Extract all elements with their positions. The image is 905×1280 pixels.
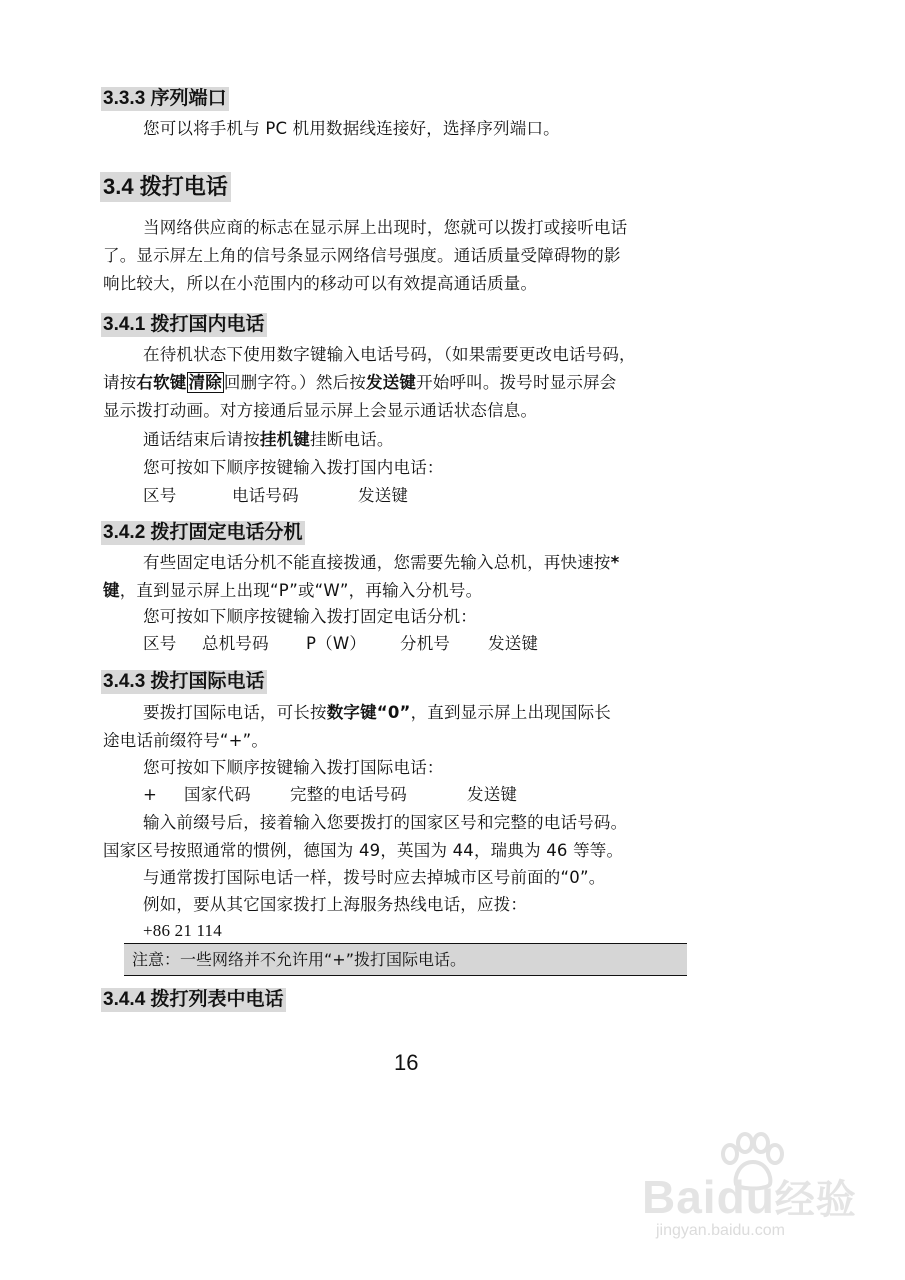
note-box [124,943,687,976]
paragraph-line: 您可按如下顺序按键输入拨打国际电话： [143,758,444,777]
paragraph-line: 与通常拨打国际电话一样，拨号时应去掉城市区号前面的“0”。 [143,868,606,887]
section-heading-3-4-2: 3.4.2 拨打固定电话分机 [103,522,303,543]
example-number: +86 21 114 [143,921,222,940]
paragraph-line [143,551,619,575]
paragraph-line: 例如，要从其它国家拨打上海服务热线电话，应拨： [143,895,528,914]
paragraph-line [143,701,611,725]
section-heading-3-3-3: 3.3.3 序列端口 [103,88,227,109]
key-name-send: 发送键 [365,373,417,392]
text: 通话结束后请按 [143,430,260,449]
logo-text: du [716,1171,775,1223]
paragraph-line [143,428,394,452]
key-name-star: * [610,553,620,572]
text: 要拨打国际电话，可长按 [143,703,327,722]
key-sequence-item: 区号 [143,634,177,653]
section-heading-3-4: 3.4 拨打电话 [100,172,231,202]
key-name-digit-zero: 数字键“0” [326,703,411,722]
paragraph-line: 途电话前缀符号“+”。 [103,731,269,750]
paragraph-line: 响比较大，所以在小范围内的移动可以有效提高通话质量。 [103,274,538,293]
key-name-end: 挂机键 [259,430,311,449]
paragraph-line: 了。显示屏左上角的信号条显示网络信号强度。通话质量受障碍物的影 [103,246,621,265]
paragraph-line: 显示拨打动画。对方接通后显示屏上会显示通话状态信息。 [103,401,538,420]
key-label-clear: 清除 [188,373,222,392]
key-name-star-suffix: 键 [103,581,120,600]
text: 挂断电话。 [310,430,394,449]
baidu-logo-watermark [642,1168,857,1225]
text: ，直到显示屏上出现国际长 [410,703,611,722]
paragraph-line [103,371,617,395]
paragraph-line: 输入前缀号后，接着输入您要拨打的国家区号和完整的电话号码。 [143,813,628,832]
page-number: 16 [394,1050,419,1075]
key-sequence-item: 电话号码 [232,486,299,505]
logo-text: Bai [642,1171,717,1223]
section-heading-3-4-3: 3.4.3 拨打国际电话 [103,671,265,692]
section-heading-3-4-1: 3.4.1 拨打国内电话 [103,314,265,335]
text: ，直到显示屏上出现“P”或“W”，再输入分机号。 [119,581,483,600]
logo-text: 经验 [774,1178,857,1222]
paragraph-line: 您可按如下顺序按键输入拨打国内电话： [143,458,444,477]
key-sequence-item: 国家代码 [184,785,251,804]
key-sequence-item: 发送键 [488,634,539,653]
key-sequence-item: 发送键 [358,486,409,505]
paragraph-line: 您可按如下顺序按键输入拨打固定电话分机： [143,607,477,626]
key-sequence-item: 总机号码 [202,634,269,653]
paragraph: 您可以将手机与 PC 机用数据线连接好，选择序列端口。 [143,119,560,138]
key-sequence-item: P（W） [306,634,367,653]
key-sequence-item: 区号 [143,486,177,505]
text: 回删字符。）然后按 [223,373,366,392]
key-sequence-item: 发送键 [467,785,518,804]
paragraph-line [103,579,482,603]
key-name-right-soft-key: 右软键 [136,373,187,392]
paragraph-line: 当网络供应商的标志在显示屏上出现时，您就可以拨打或接听电话 [143,218,628,237]
text: 有些固定电话分机不能直接拨通，您需要先输入总机，再快速按 [143,553,611,572]
watermark-url: jingyan.baidu.com [656,1222,785,1239]
key-sequence-item: 完整的电话号码 [290,785,407,804]
text: 请按 [103,373,137,392]
text: 开始呼叫。拨号时显示屏会 [416,373,617,392]
key-sequence-item: + [143,785,158,804]
paragraph-line: 国家区号按照通常的惯例，德国为 49，英国为 44，瑞典为 46 等等。 [103,841,624,860]
section-heading-3-4-4: 3.4.4 拨打列表中电话 [103,989,284,1010]
key-sequence-item: 分机号 [400,634,451,653]
paragraph-line: 在待机状态下使用数字键输入电话号码，（如果需要更改电话号码， [143,345,636,364]
note-text: 注意：一些网络并不允许用“+”拨打国际电话。 [132,950,466,969]
